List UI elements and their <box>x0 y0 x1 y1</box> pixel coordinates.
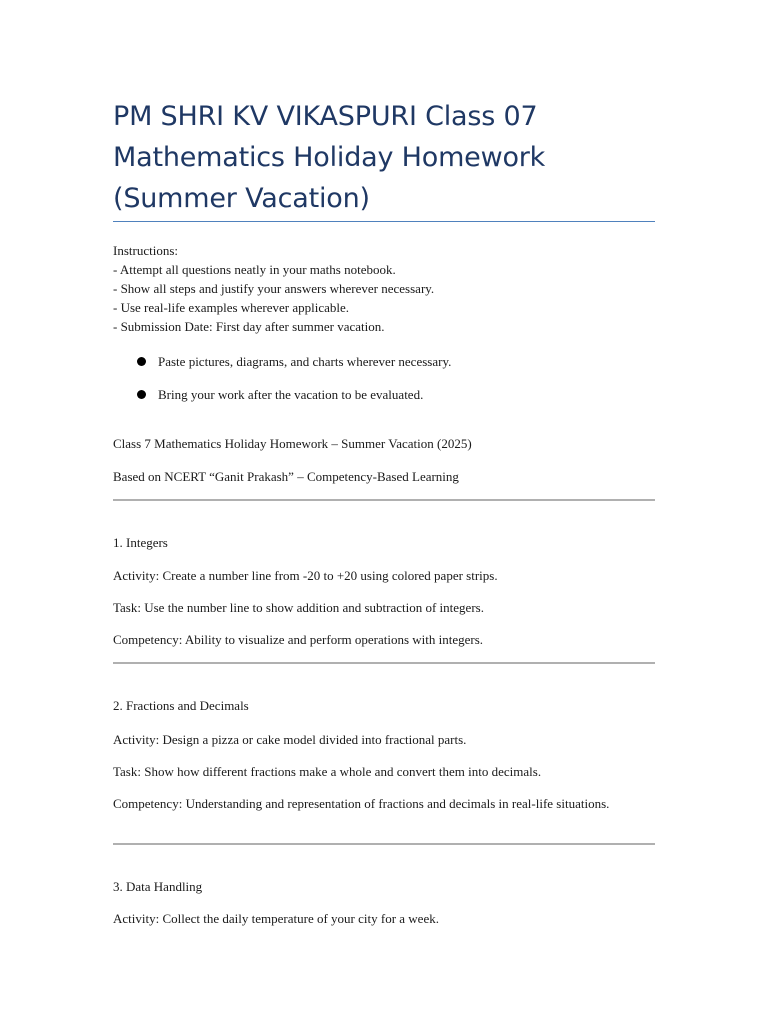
section-divider <box>113 662 655 664</box>
section-divider <box>113 499 655 501</box>
section-heading-integers: 1. Integers <box>113 535 168 550</box>
section-activity-integers: Activity: Create a number line from -20 to +20 using colored paper strips. <box>113 568 498 583</box>
homework-subtitle: Class 7 Mathematics Holiday Homework – Summer Vacation (2025) <box>113 436 472 451</box>
instruction-item-1: - Attempt all questions neatly in your maths notebook. <box>113 262 396 277</box>
bullet-text: Bring your work after the vacation to be evaluated. <box>158 387 424 402</box>
section-activity-data-handling: Activity: Collect the daily temperature of your city for a week. <box>113 911 439 926</box>
section-divider <box>113 843 655 845</box>
instructions-heading: Instructions: <box>113 243 178 258</box>
bullet-dot-icon <box>137 390 146 399</box>
based-on-line: Based on NCERT “Ganit Prakash” – Competency-Based Learning <box>113 469 459 484</box>
bullet-text: Paste pictures, diagrams, and charts wherever necessary. <box>158 354 452 369</box>
instruction-item-2: - Show all steps and justify your answers wherever necessary. <box>113 281 435 296</box>
section-heading-fractions: 2. Fractions and Decimals <box>113 698 249 713</box>
title-underline <box>113 221 655 222</box>
title-line-1: PM SHRI KV VIKASPURI Class 07 <box>113 101 538 132</box>
section-competency-fractions: Competency: Understanding and representation of fractions and decimals in real-life situations. <box>113 796 610 811</box>
section-task-fractions: Task: Show how different fractions make a whole and convert them into decimals. <box>113 764 542 779</box>
instruction-item-4: - Submission Date: First day after summer vacation. <box>113 319 385 334</box>
instruction-item-3: - Use real-life examples wherever applicable. <box>113 300 350 315</box>
bullet-dot-icon <box>137 357 146 366</box>
section-task-integers: Task: Use the number line to show addition and subtraction of integers. <box>113 600 484 615</box>
title-line-2: Mathematics Holiday Homework <box>113 142 546 173</box>
section-activity-fractions: Activity: Design a pizza or cake model divided into fractional parts. <box>113 732 467 747</box>
document-title <box>113 96 655 219</box>
bullet-item-1 <box>137 352 451 371</box>
title-line-3: (Summer Vacation) <box>113 183 370 214</box>
bullet-item-2 <box>137 385 423 404</box>
section-heading-data-handling: 3. Data Handling <box>113 879 203 894</box>
section-competency-integers: Competency: Ability to visualize and perform operations with integers. <box>113 632 484 647</box>
